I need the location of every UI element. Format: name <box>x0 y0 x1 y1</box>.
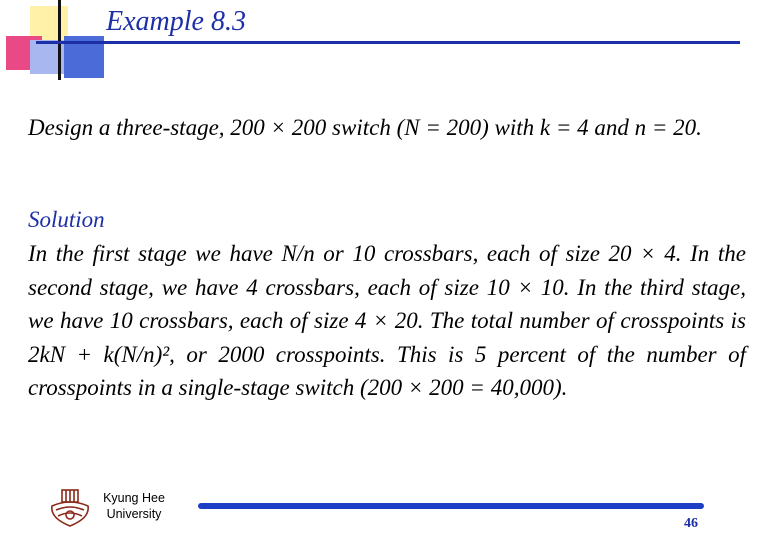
title-underline <box>36 41 740 44</box>
institution-name <box>94 490 174 522</box>
slide-title: Example 8.3 <box>106 6 246 37</box>
decor-square-yellow <box>30 6 68 40</box>
university-seal-icon <box>48 488 92 528</box>
problem-statement: Design a three-stage, 200 × 200 switch (N = 200) with k = 4 and n = 20. <box>28 115 702 140</box>
institution-line-2: University <box>106 507 162 521</box>
page-number: 46 <box>684 516 698 531</box>
decor-vertical-line <box>58 0 61 80</box>
institution-line-1: Kyung Hee <box>103 491 165 505</box>
solution-heading: Solution <box>28 207 105 232</box>
footer-bar <box>198 503 704 509</box>
solution-text: In the first stage we have N/n or 10 crossbars, each of size 20 × 4. In the second stage, we have 4 crossbars, each of size 10 × 10. In the third stage, we have 10 crossbars, each of size 4 × 20. The total number of crosspoints is 2kN + k(N/n)², or 2000 crosspoints. This is 5 percent of the number of crosspoints in a single-stage switch (200 × 200 = 40,000). <box>28 241 746 400</box>
